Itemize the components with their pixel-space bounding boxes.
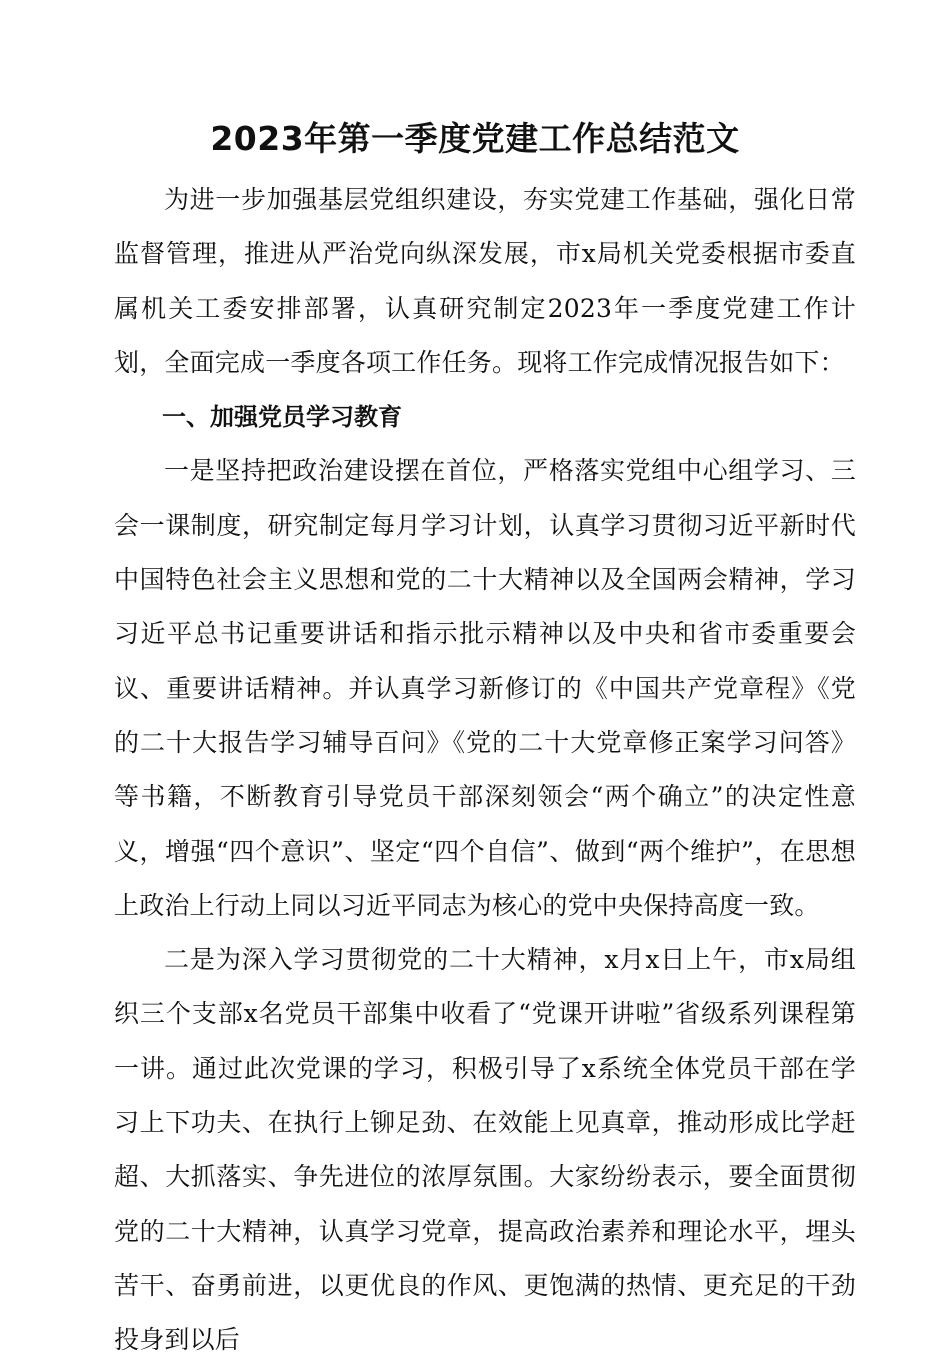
section-paragraph-1: 一是坚持把政治建设摆在首位，严格落实党组中心组学习、三会一课制度，研究制定每月学习计划，认真学习贯彻习近平新时代中国特色社会主义思想和党的二十大精神以及全国两会精神，学习习近平总书记重要讲话和指示批示精神以及中央和省市委重要会议、重要讲话精神。并认真学习新修订的《中国共产党章程》《党的二十大报告学习辅导百问》《党的二十大党章修正案学习问答》等书籍，不断教育引导党员干部深刻领会“两个确立”的决定性意义，增强“四个意识”、坚定“四个自信”、做到“两个维护”，在思想上政治上行动上同以习近平同志为核心的党中央保持高度一致。 bbox=[114, 456, 856, 920]
document-title: 2023年第一季度党建工作总结范文 bbox=[210, 119, 740, 158]
intro-paragraph: 为进一步加强基层党组织建设，夯实党建工作基础，强化日常监督管理，推进从严治党向纵深发展，市x局机关党委根据市委直属机关工委安排部署，认真研究制定2023年一季度党建工作计划，全面完成一季度各项工作任务。现将工作完成情况报告如下： bbox=[114, 185, 856, 377]
section-paragraph-2: 二是为深入学习贯彻党的二十大精神，x月x日上午，市x局组织三个支部x名党员干部集中收看了“党课开讲啦”省级系列课程第一讲。通过此次党课的学习，积极引导了x系统全体党员干部在学习上下功夫、在执行上铆足劲、在效能上见真章，推动形成比学赶超、大抓落实、争先进位的浓厚氛围。大家纷纷表示，要全面贯彻党的二十大精神，认真学习党章，提高政治素养和理论水平，埋头苦干、奋勇前进，以更优良的作风、更饱满的热情、更充足的干劲投身到以后 bbox=[114, 945, 856, 1355]
document-body bbox=[114, 173, 856, 1368]
section-heading: 一、加强党员学习教育 bbox=[162, 403, 402, 432]
